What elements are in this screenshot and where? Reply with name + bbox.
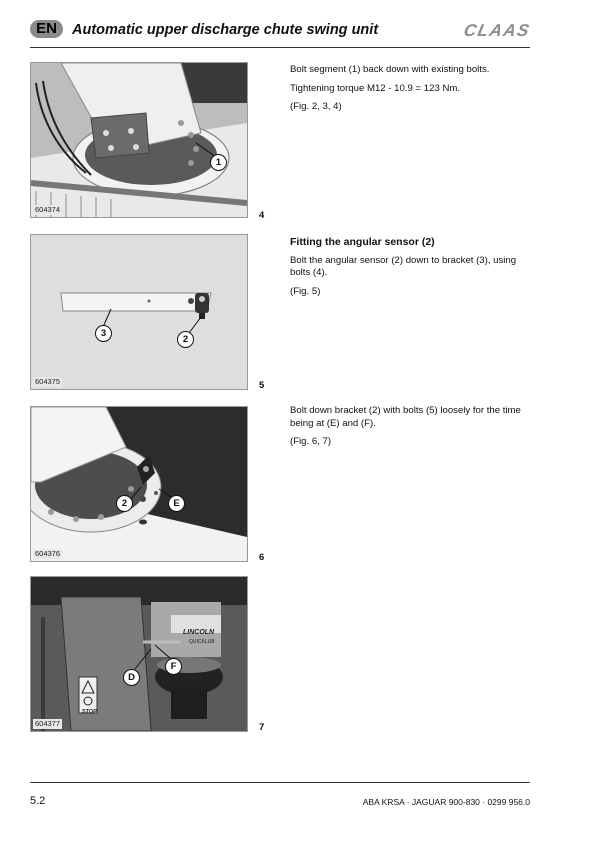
callout-2: 2 — [116, 495, 133, 512]
text-block-fig4 — [290, 64, 530, 120]
paragraph: Bolt segment (1) back down with existing bolts. — [290, 64, 490, 75]
figure-number: 5 — [259, 380, 265, 391]
chute-segment-illustration — [31, 63, 247, 217]
section-heading: Fitting the angular sensor (2) — [290, 236, 435, 248]
figure-id: 604376 — [35, 549, 61, 558]
paragraph: (Fig. 2, 3, 4) — [290, 101, 342, 112]
figure-id: 604374 — [35, 205, 61, 214]
figure-number: 4 — [259, 210, 265, 221]
stop-sign-label: STOP — [82, 709, 97, 715]
figure-id: 604375 — [35, 377, 61, 386]
callout-1: 1 — [210, 154, 227, 171]
bracket-mounting-illustration — [31, 407, 247, 561]
page-header — [30, 14, 533, 44]
paragraph: Bolt down bracket (2) with bolts (5) loosely for the time being at (E) and (F). — [290, 405, 521, 429]
lubrication-pump-illustration — [31, 577, 247, 731]
callout-3: 3 — [95, 325, 112, 342]
brand-logo: CLAAS — [462, 21, 533, 40]
language-badge: EN — [30, 20, 63, 38]
header-divider — [30, 47, 530, 48]
figure-number: 7 — [259, 722, 265, 733]
callout-2: 2 — [177, 331, 194, 348]
callout-f: F — [165, 658, 182, 675]
text-block-fig5 — [290, 236, 530, 304]
figure-4-photo — [30, 62, 248, 218]
pump-model-label: QUICKLUB — [189, 639, 215, 645]
figure-id: 604377 — [35, 719, 61, 728]
figure-number: 6 — [259, 552, 265, 563]
figure-6-photo — [30, 406, 248, 562]
document-title: Automatic upper discharge chute swing unit — [72, 22, 379, 38]
page-number: 5.2 — [30, 795, 46, 807]
paragraph: (Fig. 6, 7) — [290, 436, 332, 447]
footer-divider — [30, 782, 530, 783]
document-reference: ABA KRSA · JAGUAR 900-830 · 0299 956.0 — [362, 797, 530, 807]
angular-sensor-bracket-illustration — [31, 235, 247, 389]
figure-7-photo — [30, 576, 248, 732]
paragraph: Tightening torque M12 - 10.9 = 123 Nm. — [290, 82, 461, 94]
paragraph: Bolt the angular sensor (2) down to bracket (3), using bolts (4). — [290, 254, 517, 278]
callout-e: E — [168, 495, 185, 512]
callout-d: D — [123, 669, 140, 686]
paragraph: (Fig. 5) — [290, 285, 321, 297]
pump-brand-label: LINCOLN — [183, 629, 215, 636]
text-block-fig6 — [290, 405, 530, 455]
figure-5-photo — [30, 234, 248, 390]
